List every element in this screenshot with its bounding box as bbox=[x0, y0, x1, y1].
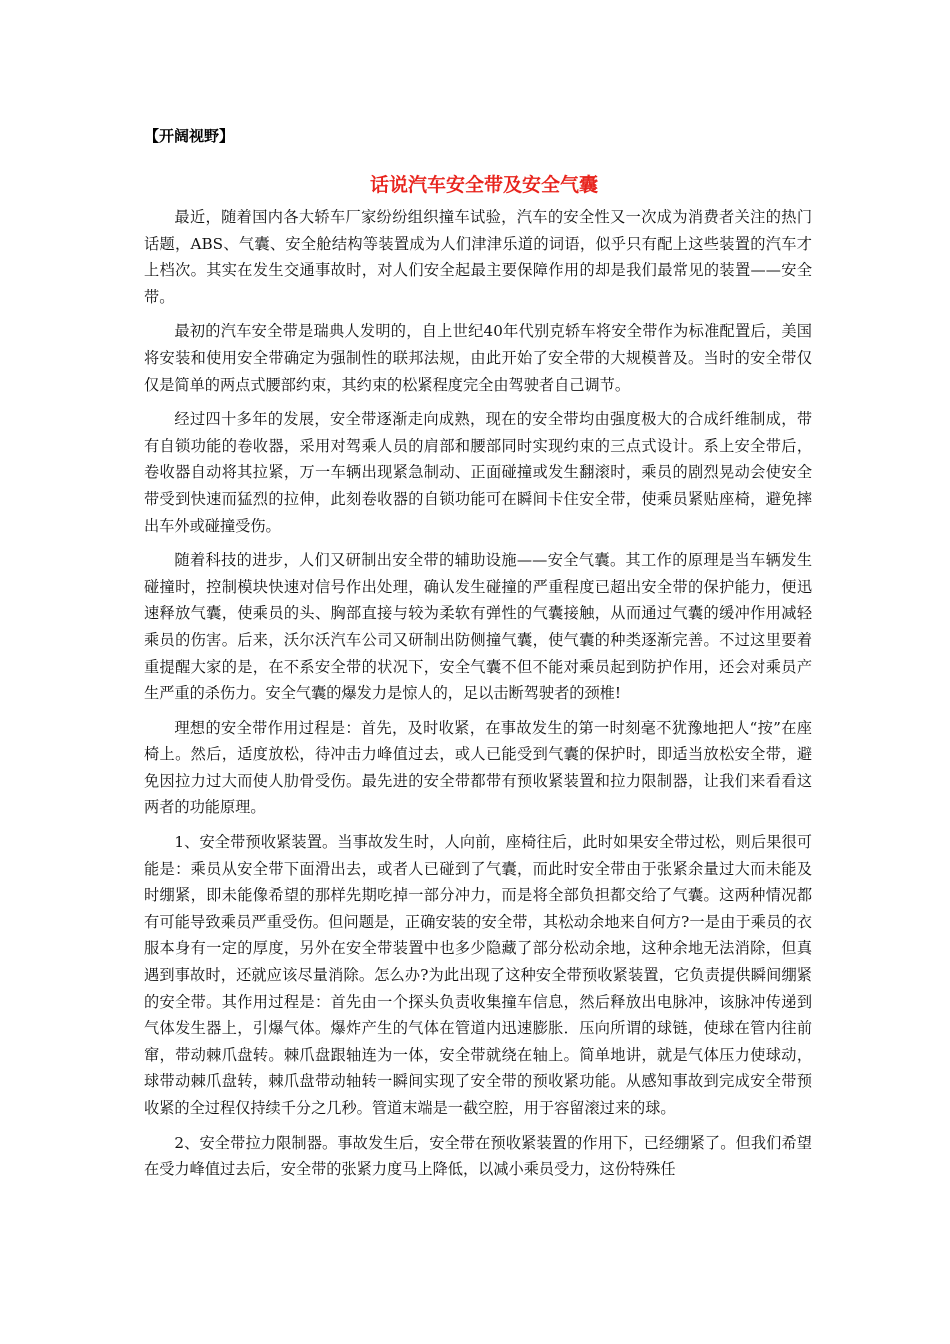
paragraph-intro: 最近，随着国内各大轿车厂家纷纷组织撞车试验，汽车的安全性又一次成为消费者关注的热门话题，ABS、气囊、安全舱结构等装置成为人们津津乐道的词语，似乎只有配上这些装置的汽车才上档次。其实在发生交通事故时，对人们安全起最主要保障作用的却是我们最常见的装置——安全带。 bbox=[144, 208, 812, 306]
section-label: 【开阔视野】 bbox=[144, 127, 235, 145]
paragraph-development: 经过四十多年的发展，安全带逐渐走向成熟，现在的安全带均由强度极大的合成纤维制成，带有自锁功能的卷收器，采用对驾乘人员的肩部和腰部同时实现约束的三点式设计。系上安全带后，卷收器自动将其拉紧，万一车辆出现紧急制动、正面碰撞或发生翻滚时，乘员的剧烈晃动会使安全带受到快速而猛烈的拉伸，此刻卷收器的自锁功能可在瞬间卡住安全带，使乘员紧贴座椅，避免摔出车外或碰撞受伤。 bbox=[144, 410, 812, 535]
document-page bbox=[144, 124, 812, 1191]
document-body bbox=[144, 204, 812, 1183]
paragraph-force-limiter: 2、安全带拉力限制器。事故发生后，安全带在预收紧装置的作用下，已经绷紧了。但我们希望在受力峰值过去后，安全带的张紧力度马上降低，以减小乘员受力，这份特殊任 bbox=[144, 1133, 812, 1179]
paragraph-pretensioner: 1、安全带预收紧装置。当事故发生时，人向前，座椅往后，此时如果安全带过松，则后果很可能是：乘员从安全带下面滑出去，或者人已碰到了气囊，而此时安全带由于张紧余量过大而未能及时绷紧，即未能像希望的那样先期吃掉一部分冲力，而是将全部负担都交给了气囊。这两种情况都有可能导致乘员严重受伤。但问题是，正确安装的安全带，其松动余地来自何方?一是由于乘员的衣服本身有一定的厚度，另外在安全带装置中也多少隐藏了部分松动余地，这种余地无法消除，但真遇到事故时，还就应该尽量消除。怎么办?为此出现了这种安全带预收紧装置，它负责提供瞬间绷紧的安全带。其作用过程是：首先由一个探头负责收集撞车信息，然后释放出电脉冲，该脉冲传递到气体发生器上，引爆气体。爆炸产生的气体在管道内迅速膨胀．压向所谓的球链，使球在管内往前窜，带动棘爪盘转。棘爪盘跟轴连为一体，安全带就绕在轴上。简单地讲，就是气体压力使球动，球带动棘爪盘转，棘爪盘带动轴转一瞬间实现了安全带的预收紧功能。从感知事故到完成安全带预收紧的全过程仅持续千分之几秒。管道末端是一截空腔，用于容留滚过来的球。 bbox=[144, 833, 812, 1117]
paragraph-airbag: 随着科技的进步，人们又研制出安全带的辅助设施——安全气囊。其工作的原理是当车辆发生碰撞时，控制模块快速对信号作出处理，确认发生碰撞的严重程度已超出安全带的保护能力，便迅速释放气囊，使乘员的头、胸部直接与较为柔软有弹性的气囊接触，从而通过气囊的缓冲作用减轻乘员的伤害。后来，沃尔沃汽车公司又研制出防侧撞气囊，使气囊的种类逐渐完善。不过这里要着重提醒大家的是，在不系安全带的状况下，安全气囊不但不能对乘员起到防护作用，还会对乘员产生严重的杀伤力。安全气囊的爆发力是惊人的，足以击断驾驶者的颈椎! bbox=[144, 551, 812, 703]
document-title: 话说汽车安全带及安全气囊 bbox=[369, 174, 598, 196]
paragraph-ideal-process: 理想的安全带作用过程是：首先，及时收紧，在事故发生的第一时刻毫不犹豫地把人“按”在座椅上。然后，适度放松，待冲击力峰值过去，或人已能受到气囊的保护时，即适当放松安全带，避免因拉力过大而使人肋骨受伤。最先进的安全带都带有预收紧装置和拉力限制器，让我们来看看这两者的功能原理。 bbox=[144, 718, 812, 817]
paragraph-history: 最初的汽车安全带是瑞典人发明的，自上世纪40年代别克轿车将安全带作为标准配置后，美国将安装和使用安全带确定为强制性的联邦法规，由此开始了安全带的大规模普及。当时的安全带仅仅是简单的两点式腰部约束，其约束的松紧程度完全由驾驶者自己调节。 bbox=[144, 322, 812, 394]
